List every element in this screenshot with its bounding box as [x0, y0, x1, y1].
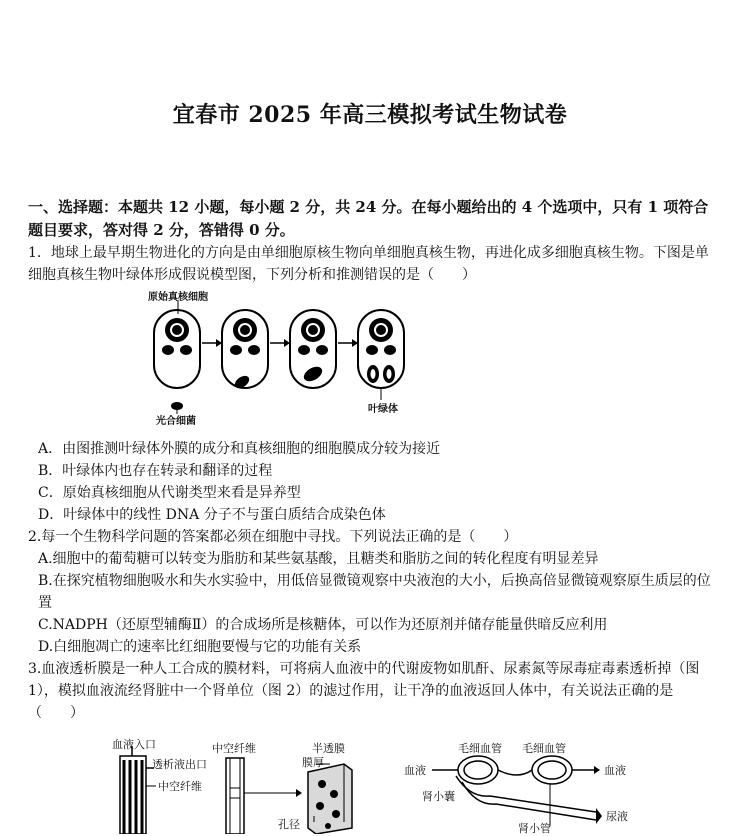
chloroplast-origin-figure	[140, 288, 420, 428]
label-urine: 尿液	[606, 810, 628, 823]
section-heading: 一、选择题：本题共 12 小题，每小题 2 分，共 24 分。在每小题给出的 4 个选项中，只有 1 项符合题目要求，答对得 2 分，答错得 0 分。	[28, 198, 709, 239]
nephron-figure	[400, 736, 640, 834]
q2-option-b: B.在探究植物细胞吸水和失水实验中，用低倍显微镜观察中央液泡的大小，后换高倍显微镜观察原生质层的位置	[38, 573, 711, 611]
label-pore-diameter: 孔径	[278, 818, 300, 831]
label-semipermeable: 半透膜	[312, 742, 345, 755]
cell-stage-2	[222, 310, 268, 391]
cell-stage-4	[358, 310, 404, 400]
label-hollow-fiber-top: 中空纤维	[212, 742, 256, 755]
label-hollow-fiber-side: 中空纤维	[158, 780, 202, 793]
cell-stage-3	[290, 310, 336, 388]
q2-option-a: A.细胞中的葡萄糖可以转变为脂肪和某些氨基酸，且糖类和脂肪之间的转化程度有明显差异	[38, 551, 599, 567]
question-2-stem: 2.每一个生物科学问题的答案都必须在细胞中寻找。下列说法正确的是（ ）	[28, 529, 518, 545]
q1-option-a: A．由图推测叶绿体外膜的成分和真核细胞的细胞膜成分较为接近	[38, 441, 441, 457]
q2-option-d: D.白细胞凋亡的速率比红细胞要慢与它的功能有关系	[38, 639, 362, 655]
q2-option-c: C.NADPH（还原型辅酶Ⅱ）的合成场所是核糖体，可以作为还原剂并储存能量供暗反应利用	[38, 617, 608, 633]
label-blood-in: 血液	[404, 764, 426, 777]
label-capillary-2: 毛细血管	[522, 742, 566, 755]
label-photosynthetic-bacteria: 光合细菌	[156, 416, 196, 427]
label-dialysate-outlet: 透析液出口	[152, 758, 207, 771]
q1-option-d: D．叶绿体中的线性 DNA 分子不与蛋白质结合成染色体	[38, 507, 386, 523]
question-1-stem: 1．地球上最早期生物进化的方向是由单细胞原核生物向单细胞真核生物，再进化成多细胞真核生物。下图是单细胞真核生物叶绿体形成假说模型图，下列分析和推测错误的是（ ）	[28, 245, 709, 283]
label-renal-capsule: 肾小囊	[422, 790, 455, 803]
label-primitive-eukaryote: 原始真核细胞	[148, 292, 208, 303]
q1-option-c: C．原始真核细胞从代谢类型来看是异养型	[38, 485, 301, 501]
label-capillary-1: 毛细血管	[458, 742, 502, 755]
label-membrane-thickness: 膜厚	[302, 756, 324, 769]
cell-stage-1	[154, 310, 200, 414]
label-blood-out: 血液	[604, 764, 626, 777]
label-blood-inlet: 血液入口	[112, 738, 156, 751]
question-3-stem: 3.血液透析膜是一种人工合成的膜材料，可将病人血液中的代谢废物如肌酐、尿素氮等尿毒症毒素透析掉（图 1），模拟血液流经肾脏中一个肾单位（图 2）的滤过作用，让干净的血液返回人体中，有关说法正确的是（ ）	[28, 661, 700, 721]
dialysis-figure	[108, 736, 398, 834]
label-renal-tubule: 肾小管	[518, 822, 551, 835]
page-title: 宜春市 2025 年高三模拟考试生物试卷	[172, 102, 568, 128]
label-chloroplast: 叶绿体	[368, 404, 398, 415]
q1-option-b: B．叶绿体内也存在转录和翻译的过程	[38, 463, 273, 479]
